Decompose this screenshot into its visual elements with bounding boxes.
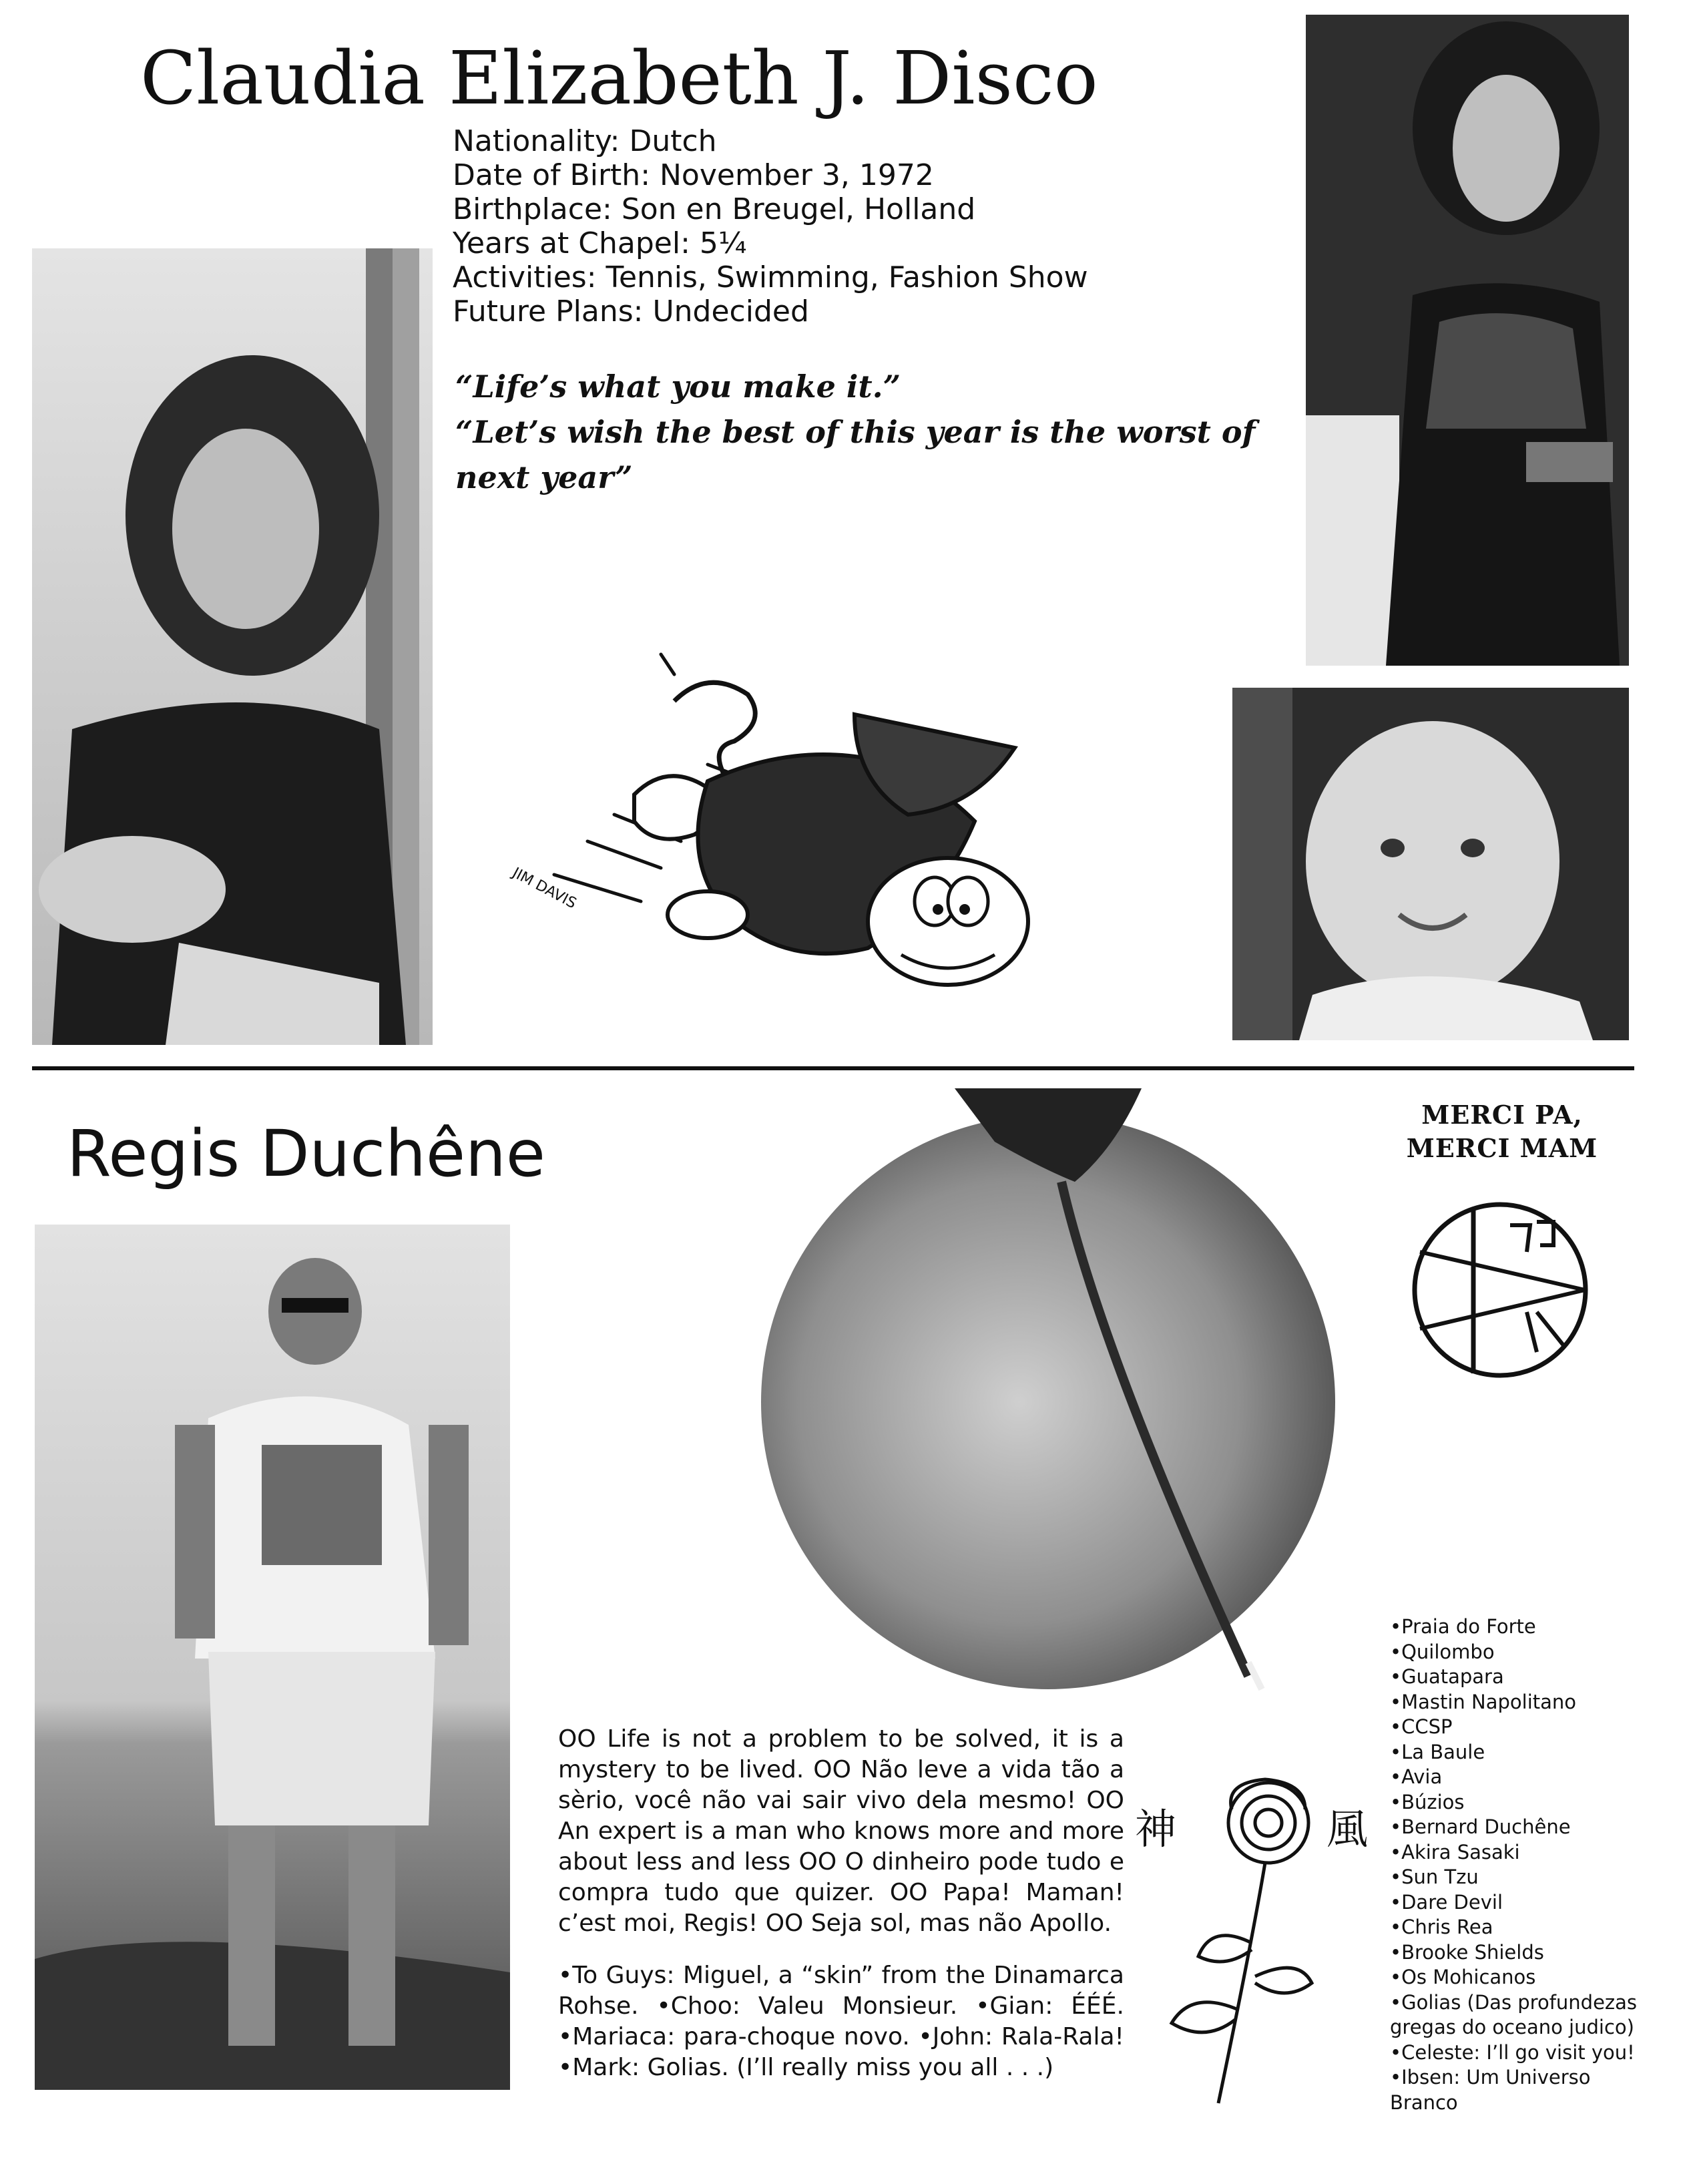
circle-symbol-icon: [1410, 1198, 1590, 1382]
merci-pa: MERCI PA,: [1421, 1100, 1583, 1130]
list-item: •Guatapara: [1390, 1665, 1504, 1688]
page-title-regis: Regis Duchêne: [67, 1116, 545, 1191]
page-title-claudia: Claudia Elizabeth J. Disco: [140, 35, 1098, 121]
kanji-right: 風: [1327, 1805, 1369, 1853]
list-item: •Dare Devil: [1390, 1890, 1503, 1914]
regis-text: [558, 1724, 1124, 2105]
quote-two: “Let’s wish the best of this year is the worst of next year”: [455, 414, 1256, 495]
list-item: •CCSP: [1390, 1715, 1453, 1738]
regis-list: [1390, 1614, 1677, 2115]
fact-years: Years at Chapel: 5¼: [453, 226, 747, 260]
list-item: •Quilombo: [1390, 1640, 1495, 1663]
list-item: •Sun Tzu: [1390, 1866, 1479, 1888]
fact-nationality: Nationality: Dutch: [453, 124, 717, 158]
cartoon-signature: JIM DAVIS: [509, 865, 579, 913]
list-item: •Os Mohicanos: [1390, 1966, 1536, 1988]
list-item: •Búzios: [1390, 1790, 1465, 1813]
fact-activities: Activities: Tennis, Swimming, Fashion Show: [453, 260, 1088, 294]
standing-man-photo: [35, 1225, 510, 2090]
merci-mam: MERCI MAM: [1406, 1133, 1598, 1163]
list-item: •Ibsen: Um Universo: [1390, 2066, 1591, 2089]
cartoon-cat-icon: [507, 648, 1061, 995]
portrait-photo: [32, 248, 433, 1045]
profile-facts: [453, 124, 1254, 329]
fact-birthplace: Birthplace: Son en Breugel, Holland: [453, 192, 976, 226]
list-item: •Avia: [1390, 1765, 1443, 1788]
rose-icon: [1135, 1769, 1379, 2117]
list-item: •Celeste: I’ll go visit you!: [1390, 2040, 1635, 2064]
fact-future-plans: Future Plans: Undecided: [453, 294, 809, 329]
list-item: gregas do oceano judico): [1390, 2016, 1634, 2038]
quote-block: [455, 364, 1290, 500]
list-item: •Brooke Shields: [1390, 1940, 1544, 1964]
list-item: •Akira Sasaki: [1390, 1840, 1520, 1864]
list-item: •Chris Rea: [1390, 1916, 1493, 1938]
baby-photo: [1232, 688, 1629, 1040]
regis-quotes-paragraph: OO Life is not a problem to be solved, it is a mystery to be lived. OO Não leve a vida tão a sèrio, você não vai sair vivo dela mesmo! OO An expert is a man who knows more and more about less and less OO O dinheiro pode tudo e compra tudo que quizer. OO Papa! Maman! c’est moi, Regis! OO Seja sol, mas não Apollo.: [558, 1725, 1124, 1937]
list-item: •La Baule: [1390, 1740, 1485, 1763]
list-item: •Golias (Das profundezas: [1390, 1990, 1638, 2014]
regis-guys-paragraph: •To Guys: Miguel, a “skin” from the Dinamarca Rohse. •Choo: Valeu Monsieur. •Gian: ÉÉÉ. •Mariaca: para-choque novo. •John: Rala-Rala! •Mark: Golias. (I’ll really miss you all . . .): [558, 1962, 1124, 2081]
fact-birth-date: Date of Birth: November 3, 1972: [453, 158, 934, 192]
kanji-left: 神: [1135, 1805, 1177, 1853]
list-item: •Bernard Duchêne: [1390, 1815, 1571, 1838]
quote-one: “Life’s what you make it.”: [455, 369, 901, 405]
section-divider: [32, 1066, 1634, 1070]
list-item: •Praia do Forte: [1390, 1615, 1536, 1638]
list-item: •Mastin Napolitano: [1390, 1690, 1577, 1713]
list-item: Branco: [1390, 2091, 1458, 2114]
evening-dress-photo: [1306, 15, 1629, 666]
moon-rocket-photo: [728, 1088, 1362, 1696]
merci-heading: [1375, 1098, 1629, 1165]
